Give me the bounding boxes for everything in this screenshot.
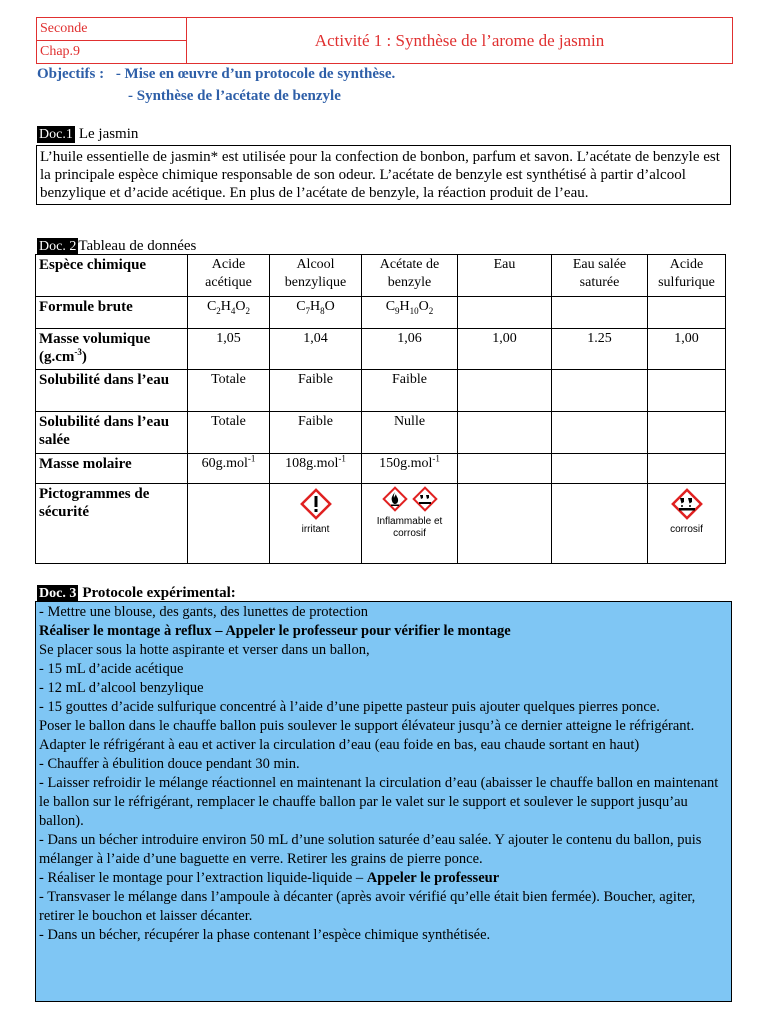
protocol-box <box>35 601 732 1002</box>
solubility-cell: Faible <box>362 370 458 412</box>
density-cell: 1,05 <box>188 329 270 370</box>
pictogram-cell-acetate <box>362 484 458 564</box>
formula-cell: $C_7H_8O$ <box>270 297 362 329</box>
doc3-heading <box>37 584 236 602</box>
data-table <box>35 254 726 564</box>
species-cell: Acétate de benzyle <box>362 255 458 297</box>
empty-cell <box>188 484 270 564</box>
objectives-label: Objectifs : <box>37 66 105 82</box>
protocol-line: - Dans un bécher introduire environ 50 mL d’une solution saturée d’eau salée. Y ajouter le contenu du ballon, puis mélanger à l’aide d’une baguette en verre. Retirer les grains de pierre ponce. <box>39 832 702 867</box>
solubility-salt-cell: Faible <box>270 412 362 454</box>
density-cell: 1.25 <box>552 329 648 370</box>
doc1-title: Le jasmin <box>78 126 139 142</box>
protocol-line: - Réaliser le montage pour l’extraction liquide-liquide – Appeler le professeur <box>39 870 500 886</box>
objectives-line-1 <box>37 66 395 83</box>
solubility-cell: Faible <box>270 370 362 412</box>
doc2-heading <box>37 237 196 255</box>
pictogram-label: irritant <box>301 524 330 535</box>
species-cell: Alcool benzylique <box>270 255 362 297</box>
flame-icon <box>381 485 409 513</box>
doc2-title: Tableau de données <box>78 238 197 254</box>
table-row <box>36 255 726 297</box>
protocol-line: - 15 gouttes d’acide sulfurique concentré à l’aide d’une pipette pasteur puis ajouter quelques pierres ponce. <box>39 699 660 715</box>
empty-cell <box>552 454 648 484</box>
level-label: Seconde <box>37 18 186 41</box>
doc1-text: L’huile essentielle de jasmin* est utilisée pour la confection de bonbon, parfum et savon. L’acétate de benzyle est la principale espèce chimique responsable de son odeur. L’acétate de benzyle est synthétisé à partir d’alcool benzylique et d’acide acétique. En plus de l’acétate de benzyle, la réaction produit de l’eau. <box>36 145 731 205</box>
protocol-line: - Mettre une blouse, des gants, des lunettes de protection <box>39 604 368 620</box>
formula-cell: $C_9H_{10}O_2$ <box>362 297 458 329</box>
doc1-heading <box>37 125 138 143</box>
empty-cell <box>648 297 726 329</box>
doc2-label: Doc. 2 <box>39 239 77 254</box>
protocol-line: - Laisser refroidir le mélange réactionnel en maintenant la circulation d’eau (abaisser le chauffe ballon en maintenant le ballon sur le réfrigérant, remplacer le chauffe ballon par le valet sur le support et soulever le support jusqu’au ballon). <box>39 775 719 829</box>
empty-cell <box>552 412 648 454</box>
doc3-title: Protocole expérimental: <box>82 585 236 601</box>
density-cell: 1,00 <box>648 329 726 370</box>
empty-cell <box>458 412 552 454</box>
density-cell: 1,04 <box>270 329 362 370</box>
row-header-pictograms: Pictogrammes de sécurité <box>36 484 188 564</box>
species-cell: Eau salée saturée <box>552 255 648 297</box>
header-box <box>36 17 733 64</box>
density-cell: 1,06 <box>362 329 458 370</box>
activity-title: Activité 1 : Synthèse de l’arome de jasmin <box>314 30 605 50</box>
protocol-line: Réaliser le montage à reflux – Appeler le professeur pour vérifier le montage <box>39 623 511 639</box>
protocol-line: - Transvaser le mélange dans l’ampoule à décanter (après avoir vérifié qu’elle était bien fermée). Boucher, agiter, retirer le bouchon et laisser décanter. <box>39 889 696 924</box>
row-header-solubility-salt: Solubilité dans l’eau salée <box>36 412 188 454</box>
molar-mass-cell: 60g.mol$^{-1}$ <box>188 454 270 484</box>
empty-cell <box>648 370 726 412</box>
formula-cell: $C_2H_4O_2$ <box>188 297 270 329</box>
row-header-species: Espèce chimique <box>36 255 188 297</box>
solubility-cell: Totale <box>188 370 270 412</box>
empty-cell <box>552 484 648 564</box>
protocol-line: - 15 mL d’acide acétique <box>39 661 184 677</box>
table-row <box>36 412 726 454</box>
objective-2: - Synthèse de l’acétate de benzyle <box>128 88 341 104</box>
row-header-formula: Formule brute <box>36 297 188 329</box>
empty-cell <box>648 412 726 454</box>
table-row <box>36 297 726 329</box>
doc1-label: Doc.1 <box>39 127 73 142</box>
species-cell: Acide sulfurique <box>648 255 726 297</box>
solubility-salt-cell: Nulle <box>362 412 458 454</box>
solubility-salt-cell: Totale <box>188 412 270 454</box>
doc3-label: Doc. 3 <box>39 586 77 601</box>
species-cell: Acide acétique <box>188 255 270 297</box>
molar-mass-cell: 108g.mol$^{-1}$ <box>270 454 362 484</box>
empty-cell <box>458 484 552 564</box>
pictogram-label: corrosif <box>393 528 426 539</box>
row-header-solubility-water: Solubilité dans l’eau <box>36 370 188 412</box>
pictogram-label: Inflammable et <box>376 516 443 527</box>
table-row <box>36 484 726 564</box>
row-header-density: Masse volumique $(g.cm^{-3})$ <box>36 329 188 370</box>
empty-cell <box>458 297 552 329</box>
empty-cell <box>458 454 552 484</box>
empty-cell <box>458 370 552 412</box>
chapter-label: Chap.9 <box>40 44 81 59</box>
empty-cell <box>552 370 648 412</box>
table-row <box>36 370 726 412</box>
row-header-molar-mass: Masse molaire <box>36 454 188 484</box>
species-cell: Eau <box>458 255 552 297</box>
protocol-line: Se placer sous la hotte aspirante et verser dans un ballon, <box>39 642 370 658</box>
empty-cell <box>648 454 726 484</box>
protocol-line: - Dans un bécher, récupérer la phase contenant l’espèce chimique synthétisée. <box>39 927 491 943</box>
objective-1: - Mise en œuvre d’un protocole de synthèse. <box>115 66 396 82</box>
protocol-line: Poser le ballon dans le chauffe ballon puis soulever le support élévateur jusqu’à ce dernier atteigne le réfrigérant. Adapter le réfrigérant à eau et activer la circulation d’eau (eau foide en bas, eau chaude sortant en haut) <box>39 718 695 753</box>
protocol-line: - 12 mL d’alcool benzylique <box>39 680 204 696</box>
header-left <box>37 18 187 63</box>
empty-cell <box>552 297 648 329</box>
table-row <box>36 329 726 370</box>
corrosion-icon <box>670 487 704 521</box>
molar-mass-cell: 150g.mol$^{-1}$ <box>362 454 458 484</box>
corrosion-icon <box>411 485 439 513</box>
pictogram-cell-alcool <box>270 484 362 564</box>
pictogram-label: corrosif <box>670 524 703 535</box>
pictogram-cell-sulfurique <box>648 484 726 564</box>
protocol-line: - Chauffer à ébulition douce pendant 30 min. <box>39 756 300 772</box>
table-row <box>36 454 726 484</box>
exclamation-icon <box>299 487 333 521</box>
density-cell: 1,00 <box>458 329 552 370</box>
